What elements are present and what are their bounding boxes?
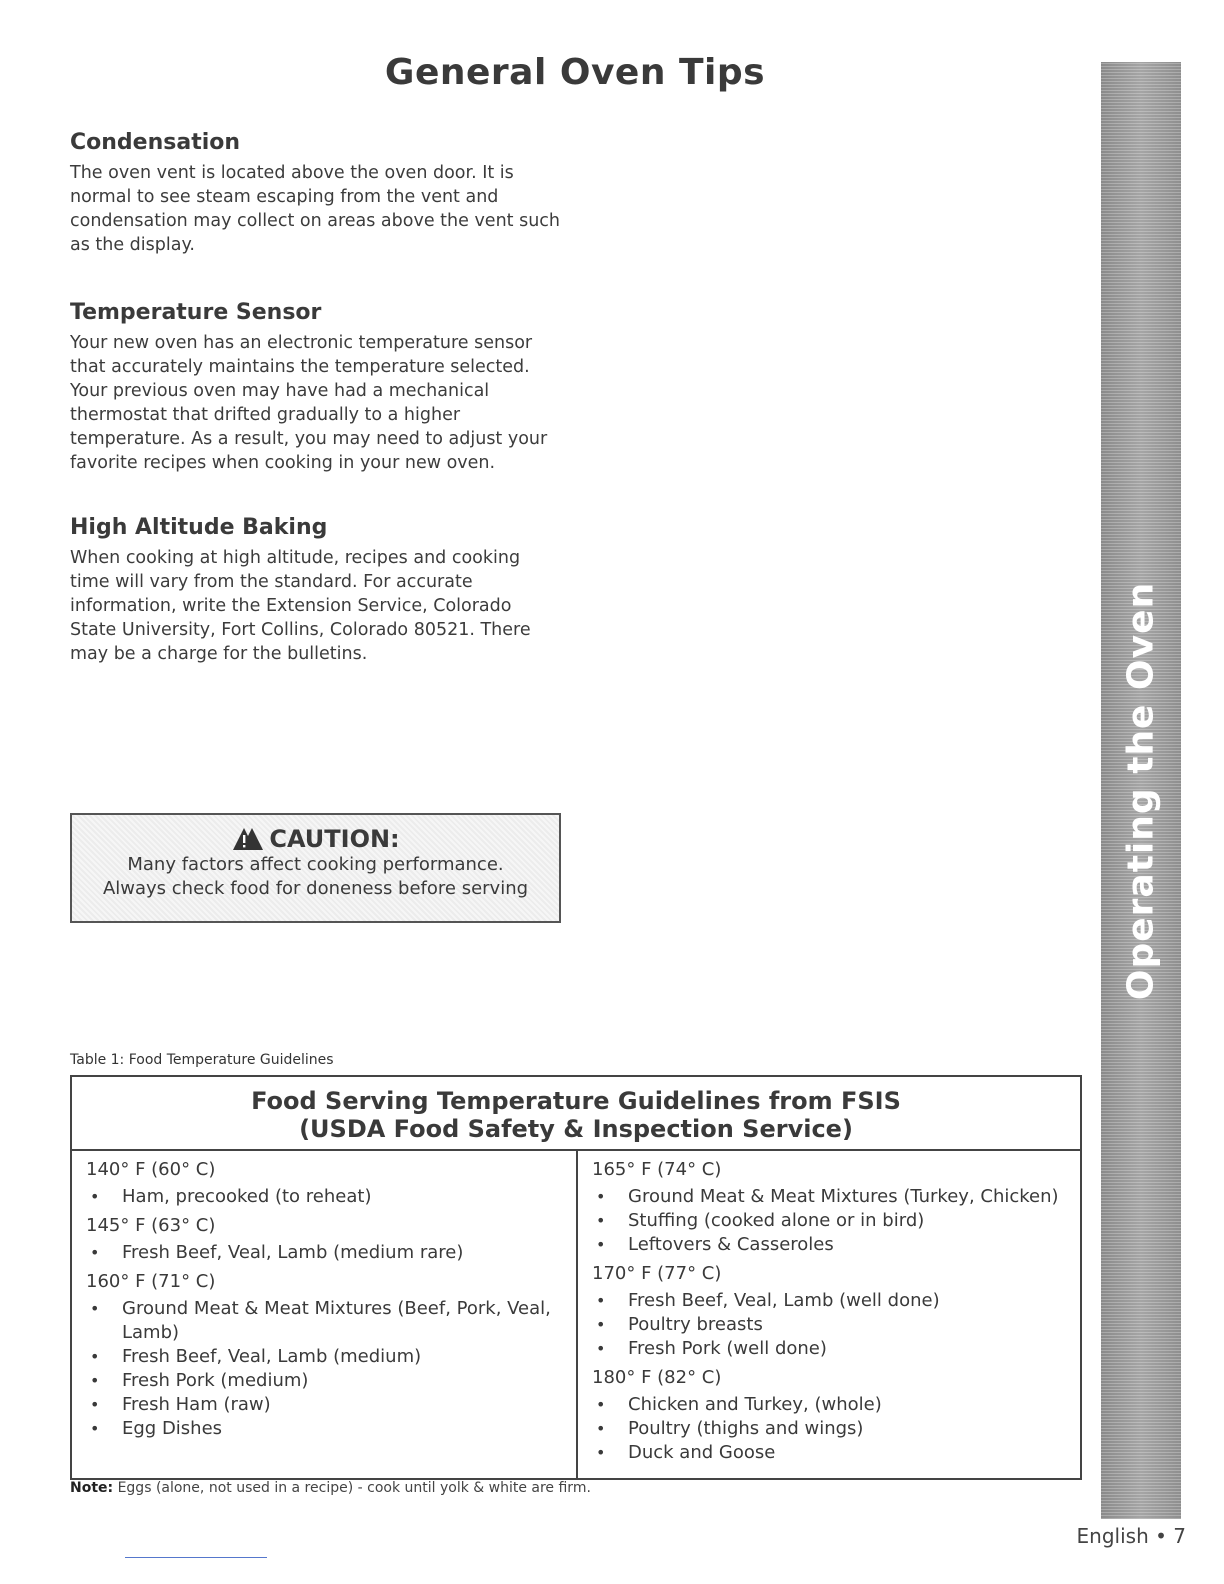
temp-group [592,1157,1080,1257]
list-item: • Poultry (thighs and wings) [592,1417,1078,1441]
table-header [72,1077,1080,1151]
list-item: • Leftovers & Casseroles [592,1233,1078,1257]
temp-label: 160° F (71° C) [86,1271,216,1292]
list-item: • Ground Meat & Meat Mixtures (Beef, Pork, Veal, Lamb) [86,1297,572,1345]
caution-heading: CAUTION: [269,825,400,853]
caution-box [70,813,561,923]
text-line: When cooking at high altitude, recipes and cooking [70,548,521,568]
text-line: as the display. [70,235,195,255]
text-line: The oven vent is located above the oven door. It is [70,163,514,183]
list-item: • Fresh Beef, Veal, Lamb (medium rare) [86,1241,572,1265]
table-title-line-1: Food Serving Temperature Guidelines from FSIS [251,1087,901,1115]
list-item: • Fresh Beef, Veal, Lamb (well done) [592,1289,1078,1313]
section-heading: Temperature Sensor [70,300,322,325]
temp-group [86,1269,576,1441]
text-line: that accurately maintains the temperature selected. [70,357,530,377]
section-heading: High Altitude Baking [70,515,328,540]
text-line: may be a charge for the bulletins. [70,644,368,664]
list-item: • Ground Meat & Meat Mixtures (Turkey, Chicken) [592,1185,1078,1209]
caution-line-2: Always check food for doneness before serving [102,878,529,899]
list-item: • Fresh Pork (medium) [86,1369,572,1393]
warning-icon [231,826,263,852]
temp-group [592,1261,1080,1361]
caution-line-1: Many factors affect cooking performance. [127,854,504,875]
temp-label: 165° F (74° C) [592,1159,722,1180]
text-line: favorite recipes when cooking in your new oven. [70,453,496,473]
list-item: • Duck and Goose [592,1441,1078,1465]
table-caption: Table 1: Food Temperature Guidelines [70,1052,334,1068]
table-left-column [72,1151,578,1478]
note-label: Note: [70,1480,114,1496]
temp-label: 145° F (63° C) [86,1215,216,1236]
note-text: Eggs (alone, not used in a recipe) - cook until yolk & white are firm. [113,1480,591,1496]
list-item: • Egg Dishes [86,1417,572,1441]
temp-label: 180° F (82° C) [592,1367,722,1388]
page-title: General Oven Tips [384,52,766,93]
section-heading: Condensation [70,130,241,155]
footer-rule [125,1557,267,1558]
list-item: • Chicken and Turkey, (whole) [592,1393,1078,1417]
list-item: • Stuffing (cooked alone or in bird) [592,1209,1078,1233]
side-tab-label: Operating the Oven [1120,581,1162,1000]
text-line: information, write the Extension Service, Colorado [70,596,512,616]
text-line: condensation may collect on areas above the vent such [70,211,560,231]
text-line: Your previous oven may have had a mechanical [70,381,490,401]
list-item: • Poultry breasts [592,1313,1078,1337]
list-item: • Fresh Ham (raw) [86,1393,572,1417]
temp-group [86,1157,576,1209]
text-line: thermostat that drifted gradually to a higher [70,405,461,425]
section-side-tab [1101,62,1181,1519]
section-condensation [70,130,570,257]
section-body [70,546,570,666]
temp-label: 140° F (60° C) [86,1159,216,1180]
list-item: • Ham, precooked (to reheat) [86,1185,572,1209]
page-footer: English • 7 [1076,1524,1186,1548]
table-title-line-2: (USDA Food Safety & Inspection Service) [299,1115,853,1143]
list-item: • Fresh Beef, Veal, Lamb (medium) [86,1345,572,1369]
text-line: normal to see steam escaping from the vent and [70,187,499,207]
section-body [70,161,570,257]
text-line: State University, Fort Collins, Colorado 80521. There [70,620,531,640]
temp-group [86,1213,576,1265]
temp-label: 170° F (77° C) [592,1263,722,1284]
section-temperature-sensor [70,300,570,475]
section-body [70,331,570,475]
temp-group [592,1365,1080,1465]
temperature-table [70,1075,1082,1480]
table-note [70,1480,591,1496]
text-line: Your new oven has an electronic temperature sensor [70,333,533,353]
text-line: time will vary from the standard. For accurate [70,572,473,592]
table-right-column [578,1151,1080,1478]
list-item: • Fresh Pork (well done) [592,1337,1078,1361]
text-line: temperature. As a result, you may need to adjust your [70,429,548,449]
section-high-altitude [70,515,570,666]
